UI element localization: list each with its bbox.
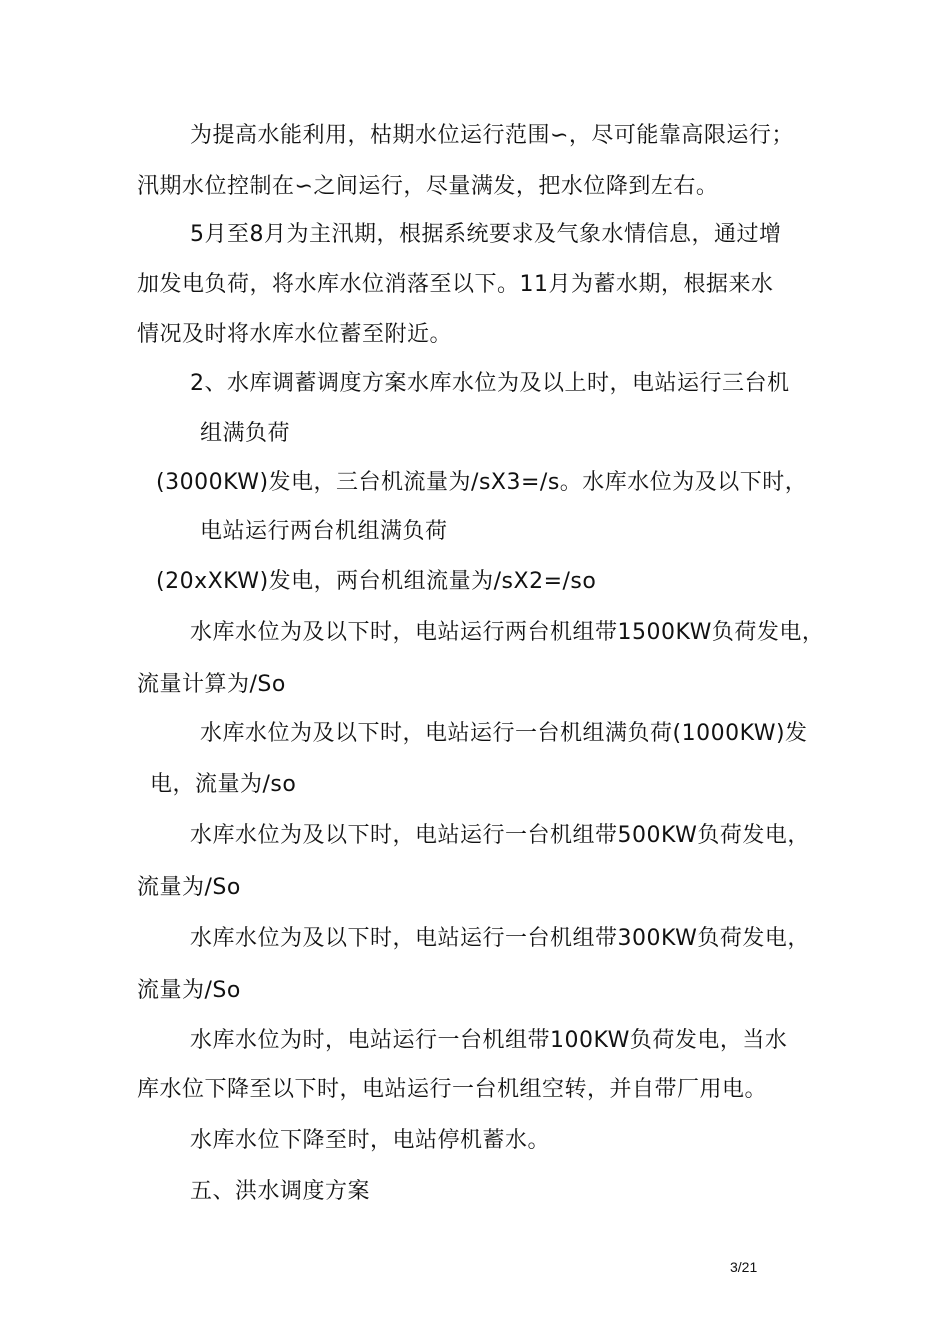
- paragraph-line-2: 汛期水位控制在∽之间运行，尽量满发，把水位降到左右。: [137, 174, 719, 199]
- paragraph-line-8: (3000KW)发电，三台机流量为/sX3=/s。水库水位为及以下时，: [156, 470, 808, 495]
- paragraph-line-16: 流量为/So: [137, 875, 241, 900]
- paragraph-line-4: 加发电负荷，将水库水位消落至以下。11月为蓄水期，根据来水: [137, 272, 774, 297]
- paragraph-line-14: 电，流量为/so: [150, 772, 297, 797]
- paragraph-line-1: 为提高水能利用，枯期水位运行范围∽，尽可能靠高限运行；: [190, 123, 794, 148]
- paragraph-line-18: 流量为/So: [137, 978, 241, 1003]
- paragraph-line-17: 水库水位为及以下时，电站运行一台机组带300KW负荷发电，: [190, 926, 810, 951]
- section-heading-flood-dispatch: 五、洪水调度方案: [190, 1179, 371, 1204]
- paragraph-line-20: 库水位下降至以下时，电站运行一台机组空转，并自带厂用电。: [137, 1077, 768, 1102]
- paragraph-line-9: 电站运行两台机组满负荷: [200, 519, 448, 544]
- paragraph-line-19: 水库水位为时，电站运行一台机组带100KW负荷发电，当水: [190, 1028, 788, 1053]
- paragraph-line-12: 流量计算为/So: [137, 672, 286, 697]
- paragraph-line-10: (20xXKW)发电，两台机组流量为/sX2=/so: [156, 569, 597, 594]
- paragraph-line-15: 水库水位为及以下时，电站运行一台机组带500KW负荷发电，: [190, 823, 810, 848]
- paragraph-line-11: 水库水位为及以下时，电站运行两台机组带1500KW负荷发电，: [190, 620, 825, 645]
- paragraph-line-3: 5月至8月为主汛期，根据系统要求及气象水情信息，通过增: [190, 222, 782, 247]
- paragraph-line-5: 情况及时将水库水位蓄至附近。: [137, 322, 453, 347]
- paragraph-line-21: 水库水位下降至时，电站停机蓄水。: [190, 1128, 551, 1153]
- paragraph-line-7: 组满负荷: [200, 421, 291, 446]
- page-number: 3/21: [730, 1259, 758, 1275]
- paragraph-line-6: 2、水库调蓄调度方案水库水位为及以上时，电站运行三台机: [190, 371, 790, 396]
- paragraph-line-13: 水库水位为及以下时，电站运行一台机组满负荷(1000KW)发: [200, 721, 808, 746]
